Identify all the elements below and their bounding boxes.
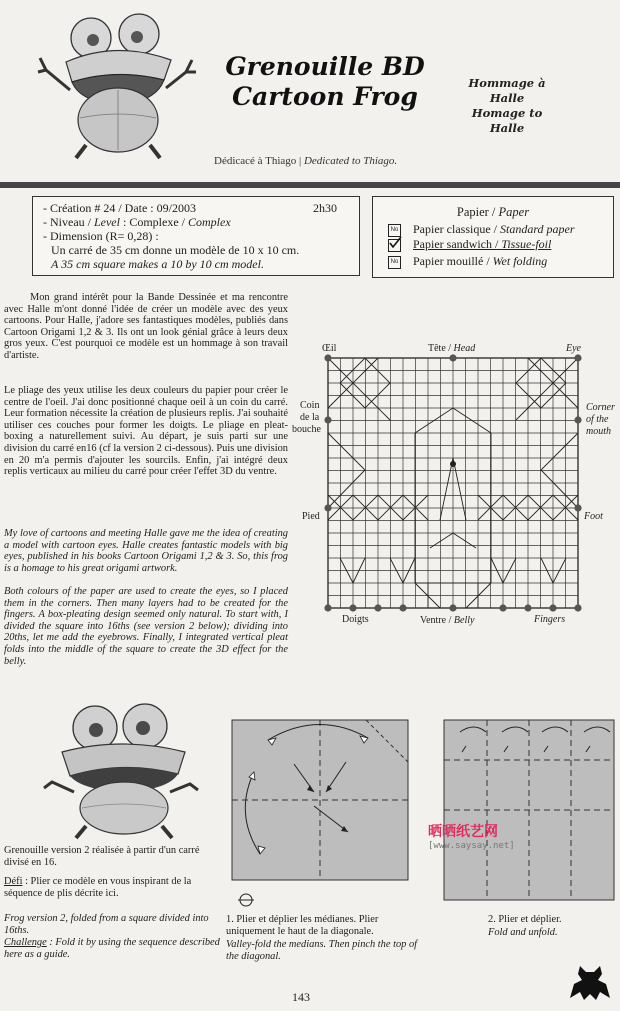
label-tete bbox=[428, 343, 476, 354]
paper-heading bbox=[373, 205, 613, 220]
frog-silhouette-icon bbox=[566, 958, 614, 1006]
option-fr: Papier classique / bbox=[413, 222, 500, 236]
model-info-box bbox=[32, 196, 360, 276]
title-fr: Grenouille BD bbox=[225, 52, 425, 81]
label-oeil: Œil bbox=[322, 343, 337, 354]
dedication-fr: Dédicacé à Thiago bbox=[214, 155, 297, 167]
paper-heading-fr: Papier / bbox=[456, 205, 499, 219]
no-checkbox-icon: No bbox=[388, 224, 401, 237]
label-mouth: mouth bbox=[586, 426, 611, 437]
homage-line: Hommage à bbox=[468, 76, 546, 90]
label-coin: Coin bbox=[300, 400, 320, 411]
label-de-la: de la bbox=[300, 412, 320, 423]
label-ventre bbox=[420, 615, 475, 626]
site-watermark-logo: 晒晒纸艺网 bbox=[428, 824, 498, 840]
intro-paragraph-en-2: Both colours of the paper are used to create the eyes, so I placed them in the corners. Then many layers had to be created for the fingers. A box-pleating design seemed only natural. To start with, I divided the square into 16ths (see version 2 below); dividing into 20ths, let me add the eyebrows. Finally, I integrated vertical pleat folds into the middle of the square to create the 3D effect for the belly. bbox=[4, 586, 288, 667]
label-pied: Pied bbox=[302, 511, 320, 522]
paper-heading-en: Paper bbox=[498, 205, 530, 219]
paper-option-standard bbox=[413, 222, 575, 237]
folding-time: 2h30 bbox=[313, 201, 337, 215]
square-fr: Un carré de 35 cm donne un modèle de 10 x 10 cm. bbox=[51, 243, 300, 257]
label-bouche: bouche bbox=[292, 424, 321, 435]
step2-caption-fr: 2. Plier et déplier. bbox=[488, 914, 562, 925]
version2-challenge-en bbox=[4, 937, 226, 960]
dedication-en: Dedicated to Thiago. bbox=[303, 155, 398, 167]
version2-challenge-fr bbox=[4, 876, 226, 899]
header-divider bbox=[0, 182, 620, 188]
challenge-text: : Fold it by using the sequence described here as a guide. bbox=[4, 937, 220, 960]
label-eye: Eye bbox=[566, 343, 581, 354]
label-tete-fr: Tête / bbox=[428, 343, 454, 354]
level-value: : Complexe / bbox=[119, 215, 188, 229]
defi-label: Défi bbox=[4, 876, 23, 887]
dedication: Dédicacé à Thiago | Dedicated to Thiago. bbox=[214, 155, 398, 167]
square-en: A 35 cm square makes a 10 by 10 cm model. bbox=[51, 257, 264, 271]
dimension-line: - Dimension (R= 0,28) : bbox=[43, 229, 159, 243]
defi-text: : Plier ce modèle en vous inspirant de la séquence de plis décrite ici. bbox=[4, 876, 192, 899]
version2-caption-fr: Grenouille version 2 réalisée à partir d'un carré divisé en 16. bbox=[4, 845, 200, 868]
step1-caption-en: Valley-fold the medians. Then pinch the top of the diagonal. bbox=[226, 939, 418, 962]
homage-line: Homage to bbox=[471, 106, 543, 120]
intro-paragraph-fr-1: Mon grand intérêt pour la Bande Dessinée et ma rencontre avec Halle m'ont donné l'idée de créer un modèle avec des yeux cartoons. Pour Halle, j'adore ses fantastiques modèles, publiés dans Cartoon Origami 1,2 & 3. Ils ont un look génial grâce à leurs deux gros yeux. C'est pourquoi ce modèle est un hommage à son travail d'artiste. bbox=[4, 292, 288, 361]
homage-line: Halle bbox=[489, 121, 525, 135]
intro-paragraph-en-1: My love of cartoons and meeting Halle gave me the idea of creating a model with cartoon eyes. Halle creates fantastic models with big eyes, published in his books Cartoon Origami 1,2 & 3. So, this frog is a homage to his great origami artwork. bbox=[4, 528, 288, 574]
step2-diagram bbox=[440, 716, 618, 906]
level-label: Level bbox=[93, 215, 120, 229]
version2-caption-en: Frog version 2, folded from a square divided into 16ths. bbox=[4, 913, 209, 936]
level-prefix: - Niveau / bbox=[43, 215, 94, 229]
step1-caption-fr: 1. Plier et déplier les médianes. Plier uniquement le haut de la diagonale. bbox=[226, 914, 379, 937]
homage-note bbox=[452, 76, 562, 136]
site-watermark-url: [www.saysay.net] bbox=[428, 841, 515, 851]
step1-diagram bbox=[228, 716, 412, 912]
label-head: Head bbox=[453, 343, 476, 354]
option-fr: Papier mouillé / bbox=[413, 254, 493, 268]
label-of-the: of the bbox=[586, 414, 609, 425]
title-en: Cartoon Frog bbox=[232, 82, 418, 111]
page-title bbox=[220, 52, 430, 112]
homage-line: Halle bbox=[489, 91, 525, 105]
paper-type-box bbox=[372, 196, 614, 278]
option-en: Standard paper bbox=[499, 222, 575, 236]
frog-illustration-top bbox=[36, 10, 206, 160]
checkmark-icon bbox=[388, 239, 401, 252]
level-line bbox=[43, 215, 231, 229]
paper-option-wet bbox=[413, 254, 547, 269]
intro-paragraph-fr-2: Le pliage des yeux utilise les deux couleurs du papier pour créer le centre de l'oeil. J'ai donc positionné chaque oeil à un coin du carré. Leur formation nécessite la création de plusieurs replis. J'ai souhaité utiliser ces couches pour former les doigts. Le pliage en pleat-boxing a naturellement suivi. Au départ, je suis parti sur une division du carré en16 (cf la version 2 ci-dessous). Puis une division en 20 m'a permis d'ajouter les sourcils. Enfin, j'ai intégré deux replis verticaux au milieu du carré pour créer l'effet 3D du ventre. bbox=[4, 385, 288, 478]
level-value-en: Complex bbox=[187, 215, 231, 229]
no-checkbox-icon: No bbox=[388, 256, 401, 269]
option-fr: Papier sandwich / bbox=[413, 237, 502, 251]
label-belly: Belly bbox=[453, 615, 475, 626]
option-en: Wet folding bbox=[492, 254, 548, 268]
label-ventre-fr: Ventre / bbox=[420, 615, 454, 626]
option-en: Tissue-foil bbox=[501, 237, 552, 251]
creation-line: - Création # 24 / Date : 09/2003 bbox=[43, 201, 196, 215]
label-corner: Corner bbox=[586, 402, 615, 413]
paper-option-sandwich bbox=[413, 237, 551, 252]
page-number: 143 bbox=[292, 990, 310, 1004]
label-doigts: Doigts bbox=[342, 614, 369, 625]
frog-version2-illustration bbox=[40, 700, 210, 840]
label-foot: Foot bbox=[584, 511, 603, 522]
crease-pattern bbox=[290, 338, 620, 630]
challenge-label: Challenge bbox=[4, 937, 47, 948]
label-fingers: Fingers bbox=[534, 614, 566, 625]
step2-caption-en: Fold and unfold. bbox=[488, 927, 558, 938]
